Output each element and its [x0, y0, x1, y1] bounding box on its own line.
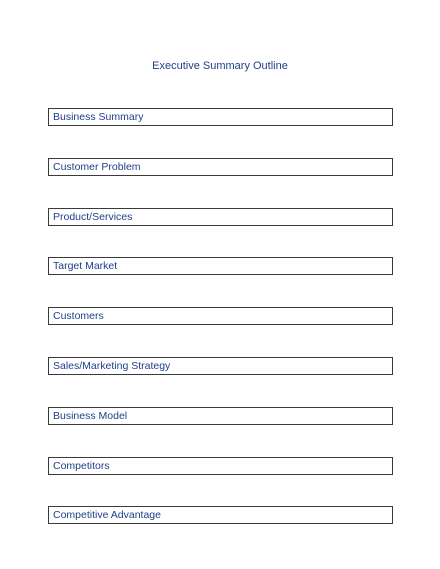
section-field-business-summary[interactable]: Business Summary: [48, 108, 393, 126]
section-field-business-model[interactable]: Business Model: [48, 407, 393, 425]
section-field-sales-marketing-strategy[interactable]: Sales/Marketing Strategy: [48, 357, 393, 375]
section-field-product-services[interactable]: Product/Services: [48, 208, 393, 226]
section-field-competitive-advantage[interactable]: Competitive Advantage: [48, 506, 393, 524]
section-field-customer-problem[interactable]: Customer Problem: [48, 158, 393, 176]
outline-sections: [48, 108, 393, 556]
section-field-customers[interactable]: Customers: [48, 307, 393, 325]
page-title: Executive Summary Outline: [152, 60, 288, 72]
section-field-target-market[interactable]: Target Market: [48, 257, 393, 275]
section-field-competitors[interactable]: Competitors: [48, 457, 393, 475]
